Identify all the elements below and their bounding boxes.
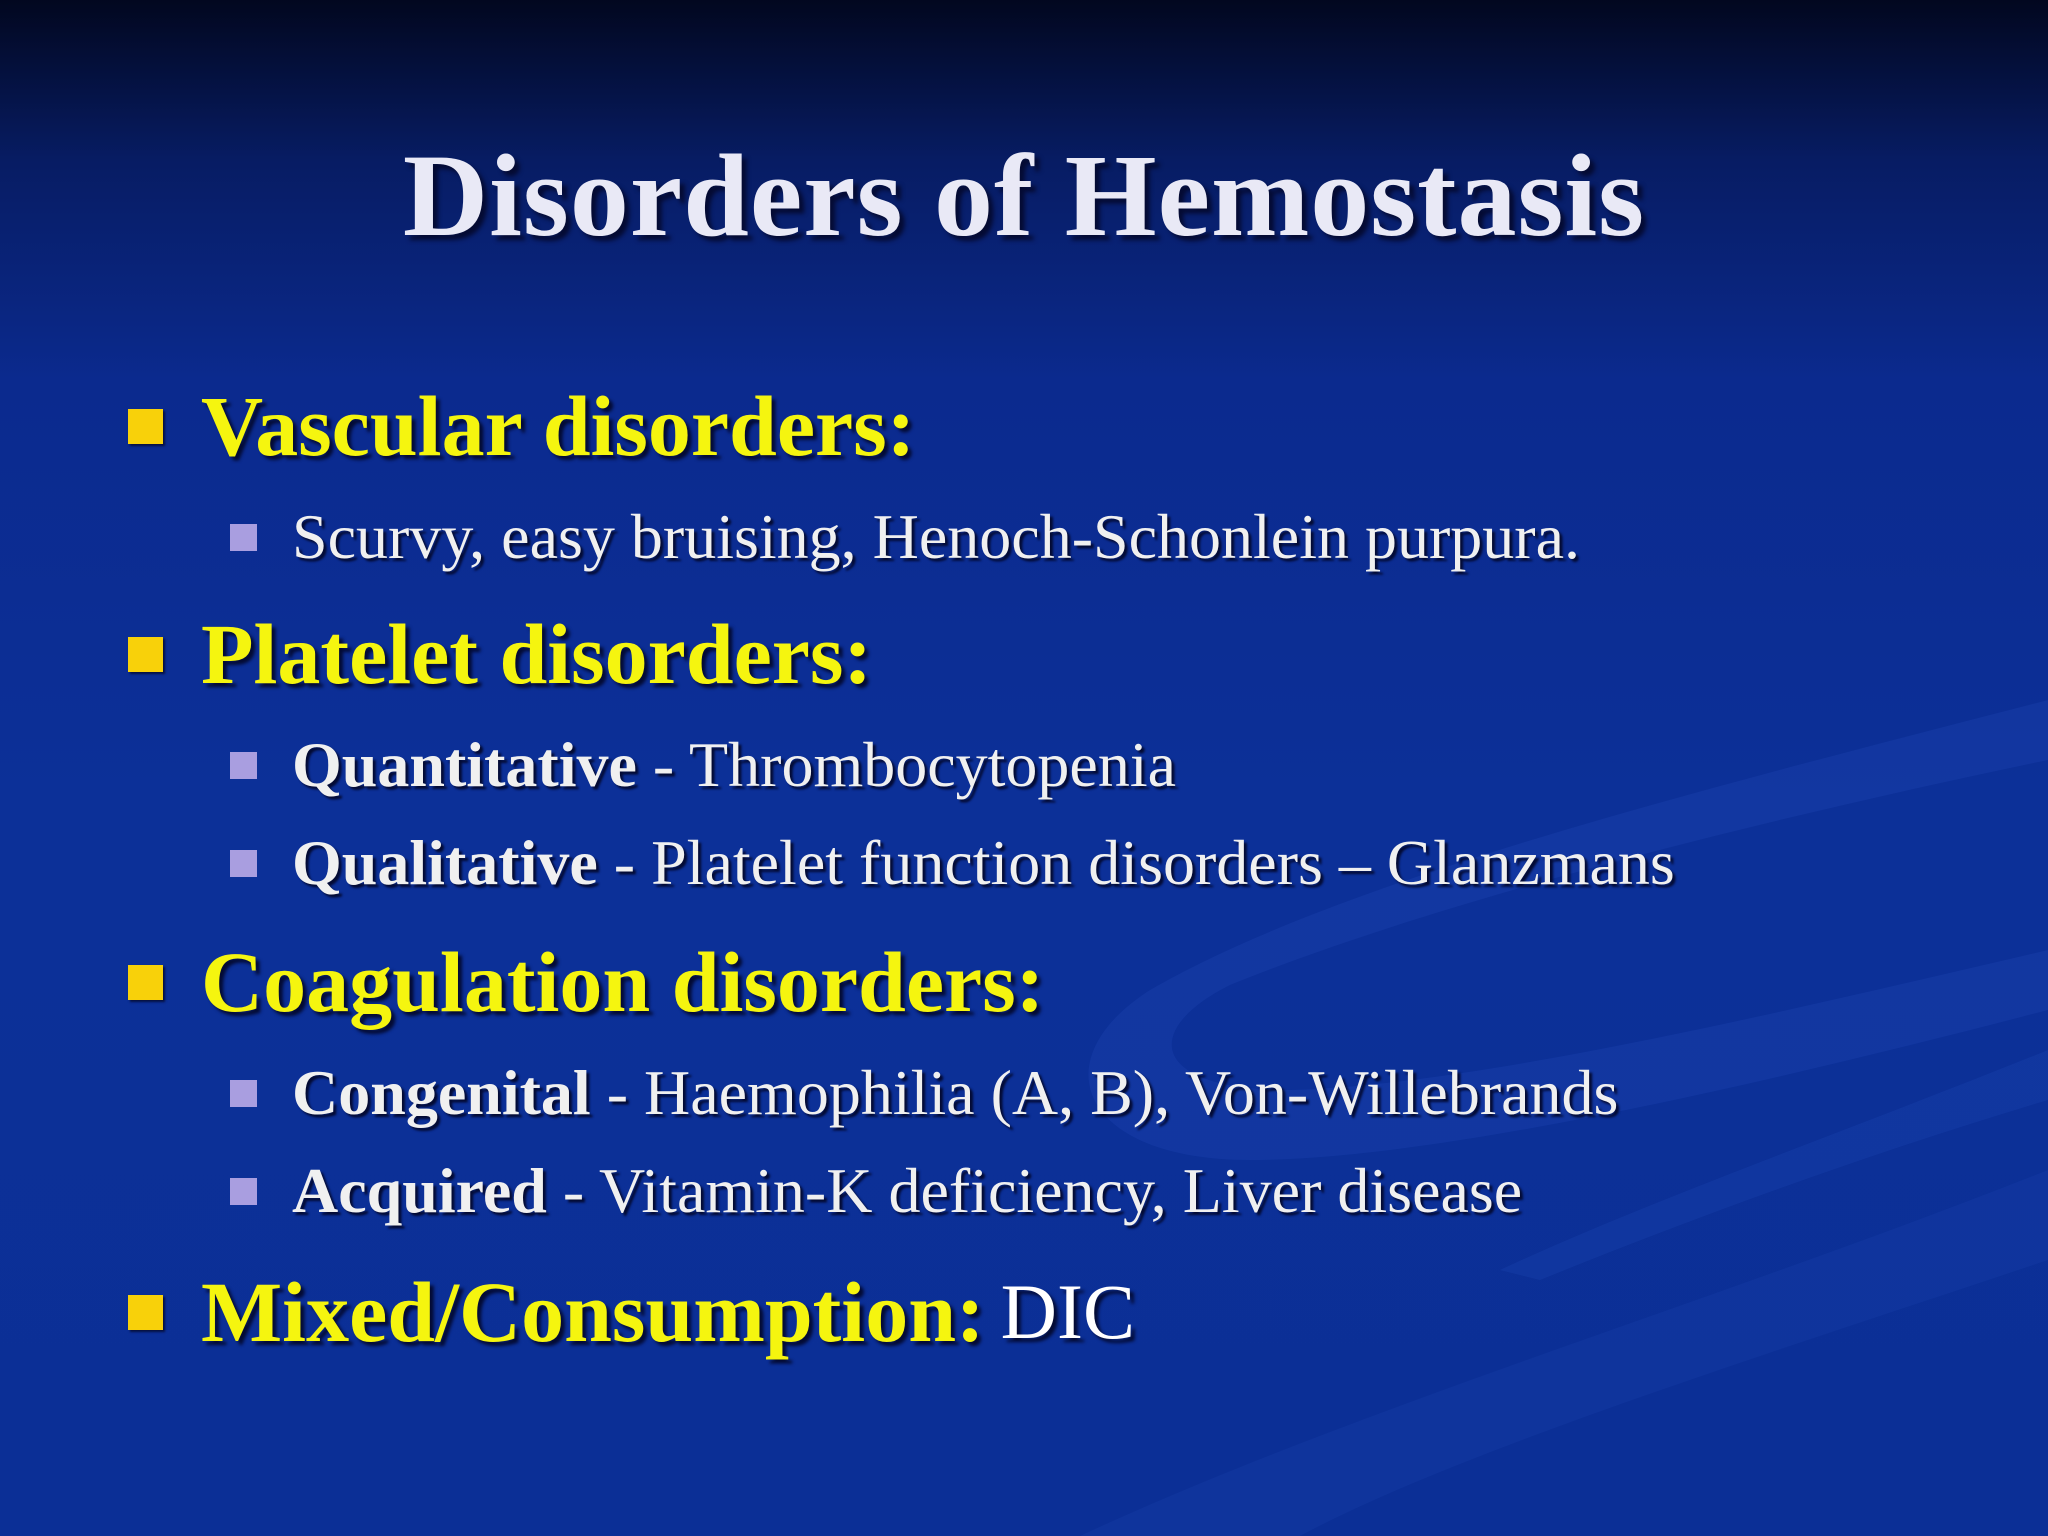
- square-bullet-icon: [128, 1295, 163, 1330]
- square-bullet-icon: [128, 965, 163, 1000]
- heading-suffix: DIC: [1000, 1268, 1136, 1355]
- heading-coagulation-disorders: Coagulation disorders:: [201, 934, 1045, 1030]
- slide-title: Disorders of Hemostasis: [402, 130, 1646, 261]
- heading-platelet-disorders: Platelet disorders:: [201, 606, 873, 702]
- sub-item-term: Congenital: [292, 1057, 591, 1128]
- sub-item-term: Quantitative: [292, 729, 637, 800]
- small-square-bullet-icon: [230, 752, 257, 779]
- square-bullet-icon: [128, 637, 163, 672]
- heading-vascular-disorders: Vascular disorders:: [201, 378, 916, 474]
- sub-item-text: Haemophilia (A, B), Von-Willebrands: [644, 1057, 1619, 1128]
- sub-item-quantitative: [230, 725, 1176, 805]
- list-item-platelet-disorders: [128, 604, 872, 704]
- sub-item-congenital: [230, 1053, 1618, 1133]
- sub-item-separator: -: [636, 729, 690, 800]
- sub-item-separator: -: [546, 1155, 599, 1226]
- sub-item-qualitative: [230, 823, 1675, 903]
- sub-item-text: Scurvy, easy bruising, Henoch-Schonlein purpura.: [292, 501, 1580, 572]
- sub-item-text: Platelet function disorders – Glanzmans: [651, 827, 1675, 898]
- sub-item-text: Thrombocytopenia: [689, 729, 1176, 800]
- sub-item-separator: -: [597, 827, 652, 898]
- small-square-bullet-icon: [230, 1080, 257, 1107]
- sub-item-scurvy: [230, 497, 1580, 577]
- list-item-coagulation-disorders: [128, 932, 1044, 1032]
- sub-item-separator: -: [590, 1057, 644, 1128]
- list-item-mixed-consumption: [128, 1262, 1135, 1362]
- sub-item-acquired: [230, 1151, 1522, 1231]
- sub-item-term: Acquired: [292, 1155, 547, 1226]
- sub-item-term: Qualitative: [292, 827, 598, 898]
- heading-mixed-consumption: Mixed/Consumption:: [201, 1264, 985, 1360]
- list-item-vascular-disorders: [128, 376, 915, 476]
- small-square-bullet-icon: [230, 1178, 257, 1205]
- small-square-bullet-icon: [230, 850, 257, 877]
- small-square-bullet-icon: [230, 524, 257, 551]
- sub-item-text: Vitamin-K deficiency, Liver disease: [599, 1155, 1523, 1226]
- square-bullet-icon: [128, 409, 163, 444]
